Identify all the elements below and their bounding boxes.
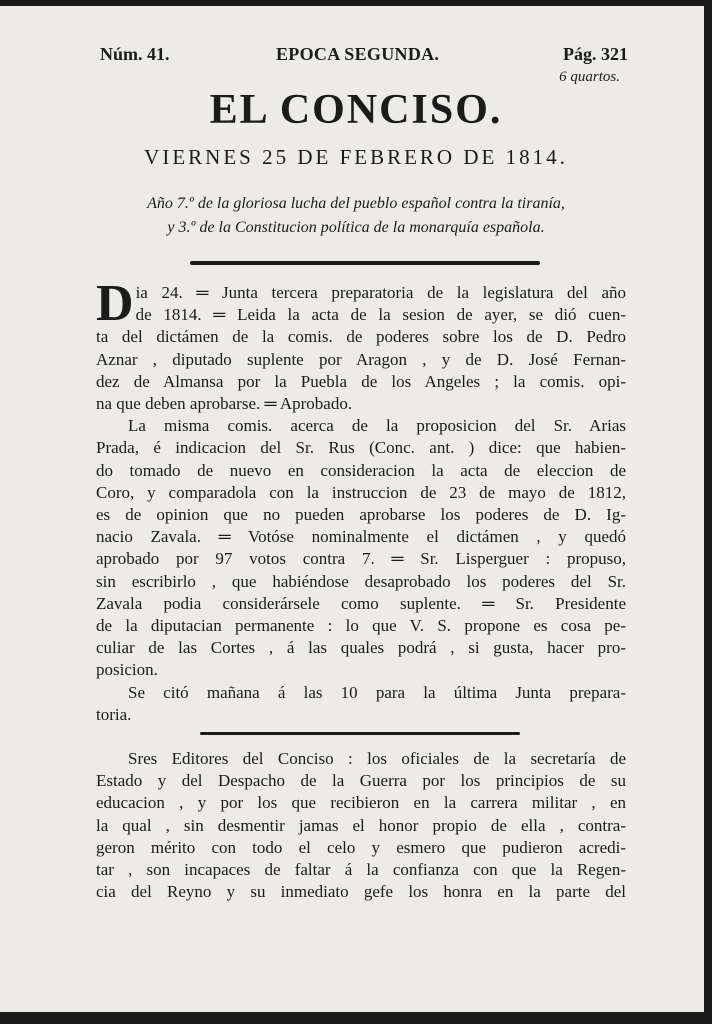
series-label: EPOCA SEGUNDA. — [276, 44, 440, 64]
dateline: VIERNES 25 DE FEBRERO DE 1814. — [144, 145, 568, 169]
text-line: Sres Editores del Conciso : los oficiales de la secretaría de — [128, 749, 626, 768]
text-line: La misma comis. acerca de la proposicion del Sr. Arias — [128, 416, 626, 436]
article-letter — [96, 748, 626, 903]
text-line: culiar de las Cortes , á las quales podrá , si gusta, hacer pro- — [96, 638, 626, 658]
text-line: ta del dictámen de la comis. de poderes sobre los de D. Pedro — [96, 327, 626, 347]
text-line: Estado y del Despacho de la Guerra por los principios de su — [96, 771, 626, 791]
text-line: tar , son incapaces de faltar á la confianza con que la Regen- — [96, 860, 626, 880]
issue-number: Núm. 41. — [100, 44, 170, 64]
text-line: posicion. — [96, 660, 158, 680]
text-line: ia 24. ═ Junta tercera preparatoria de la legislatura del año — [135, 283, 626, 302]
letter-paragraph — [96, 748, 626, 903]
text-line: Coro, y comparadola con la instruccion de 23 de mayo de 1812, — [96, 482, 626, 502]
text-line: cia del Reyno y su inmediato gefe los honra en la parte del — [96, 882, 626, 902]
text-line: geron mérito con todo el celo y esmero que pudieron acredi- — [96, 837, 626, 857]
text-line: toria. — [96, 704, 132, 724]
text-line: do tomado de nuevo en consideracion la acta de eleccion de — [96, 460, 626, 480]
text-line: aprobado por 97 votos contra 7. ═ Sr. Lisperguer : propuso, — [96, 549, 626, 569]
newspaper-page — [0, 6, 704, 1012]
text-line: sin escribirlo , que habiéndose desaprobado los poderes del Sr. — [96, 571, 626, 591]
anniversary-line-1: Año 7.º de la gloriosa lucha del pueblo español contra la tiranía, — [147, 195, 565, 212]
text-line: dez de Almansa por la Puebla de los Angeles ; la comis. opi- — [96, 371, 626, 391]
text-line: Zavala podia considerársele como suplente. ═ Sr. Presidente — [96, 593, 626, 613]
page-number: Pág. 321 — [563, 44, 628, 64]
article-junta — [96, 275, 626, 726]
text-line: es de opinion que no pueden aprobarse los poderes de D. Ig- — [96, 505, 626, 525]
text-line: Aznar , diputado suplente por Aragon , y de D. José Fernan- — [96, 349, 626, 369]
text-line: nacio Zavala. ═ Votóse nominalmente el dictámen , y quedó — [96, 527, 626, 547]
paragraph-2 — [96, 415, 626, 681]
anniversary-note — [0, 192, 704, 240]
anniversary-line-2: y 3.º de la Constitucion política de la monarquía española. — [167, 219, 545, 236]
text-line: na que deben aprobarse. ═ Aprobado. — [96, 394, 353, 414]
paragraph-3 — [96, 682, 626, 726]
masthead-title: EL CONCISO. — [209, 87, 503, 133]
text-line: la qual , sin desmentir jamas el honor propio de ella , contra- — [96, 815, 626, 835]
paragraph-1 — [96, 275, 626, 415]
text-line: de 1814. ═ Leida la acta de la sesion de ayer, se dió cuen- — [135, 305, 626, 325]
text-line: Prada, é indicacion del Sr. Rus (Conc. ant. ) dice: que habien- — [96, 438, 626, 458]
text-line: educacion , y por los que recibieron en la carrera militar , en — [96, 793, 626, 813]
section-divider — [200, 732, 520, 735]
text-line: de la diputacian permanente : lo que V. S. propone es cosa pe- — [96, 616, 626, 636]
section-divider — [190, 261, 540, 265]
price-label: 6 quartos. — [559, 69, 620, 85]
text-line: Se citó mañana á las 10 para la última Junta prepara- — [128, 682, 626, 702]
drop-cap: D — [96, 275, 134, 332]
page-header — [100, 44, 628, 68]
